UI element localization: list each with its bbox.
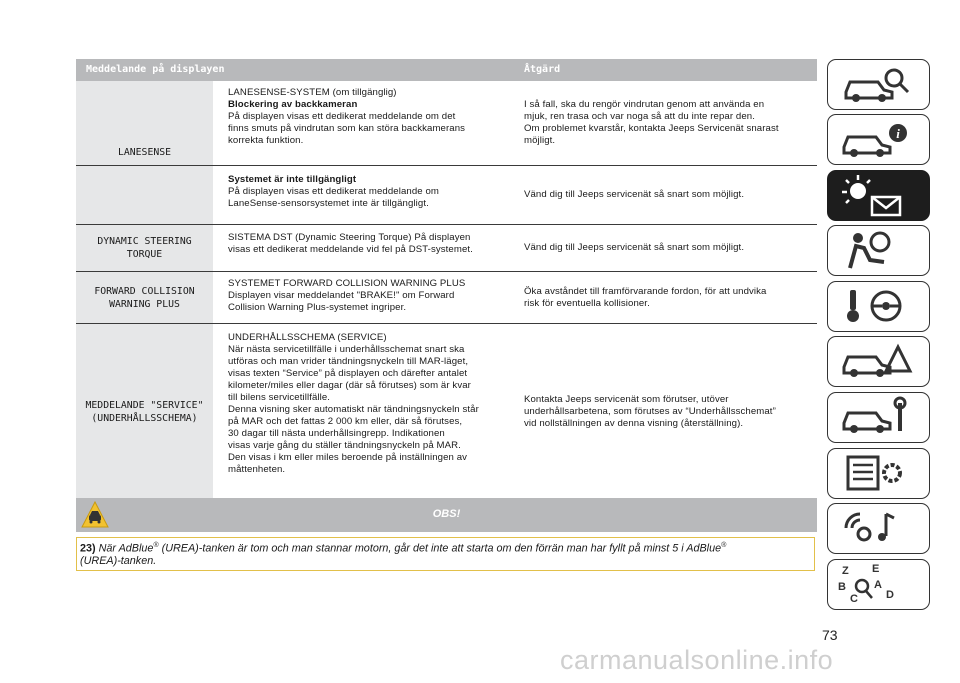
text-line: Om problemet kvarstår, kontakta Jeeps Servicenät snarast [524, 123, 779, 134]
nav-tab-car-search[interactable] [827, 59, 930, 110]
table-row-lanesense [76, 81, 817, 225]
text-line: finns smuts på vindrutan som kan störa backkamerans [228, 123, 466, 134]
nav-tab-car-info[interactable] [827, 114, 930, 165]
steering-wheel-icon [828, 282, 928, 330]
svg-text:B: B [838, 581, 846, 593]
text-line: på MAR och det fattas 2 000 km eller, där så förutses, [228, 416, 463, 427]
nav-tab-warning-lights[interactable] [827, 170, 930, 221]
airbag-person-icon [828, 226, 928, 274]
text-line: UNDERHÅLLSSCHEMA (SERVICE) [228, 332, 387, 343]
nav-tab-emergency[interactable] [827, 336, 930, 387]
obs-note [76, 537, 815, 571]
index-alphabet-icon [828, 560, 928, 608]
text-line: SISTEMA DST (Dynamic Steering Torque) På displayen [228, 232, 471, 243]
text-line: vid nollställningen av denna visning (återställning). [524, 418, 744, 429]
table-header [76, 59, 817, 81]
car-info-icon [828, 115, 928, 163]
nav-tab-technical-data[interactable] [827, 448, 930, 499]
table-row-fcw [76, 272, 817, 324]
watermark: carmanualsonline.info [560, 645, 834, 675]
svg-text:D: D [886, 589, 894, 601]
text-bold: Systemet är inte tillgängligt [228, 174, 357, 185]
text-line: LANESENSE-SYSTEM (om tillgänglig) [228, 87, 397, 98]
text-line: Denna visning sker automatiskt när tändningsnyckeln står [228, 404, 479, 415]
svg-text:i: i [896, 126, 900, 141]
text-line: utföras och man vrider tändningsnyckeln till MAR-läget, [228, 356, 469, 367]
text-line: DYNAMIC STEERING [97, 236, 192, 247]
text-line: Kontakta Jeeps servicenät som förutser, utöver [524, 394, 729, 405]
text-line: På displayen visas ett dedikerat meddelande om [228, 186, 439, 197]
subrow-camera [76, 81, 817, 165]
svg-text:Z: Z [842, 565, 849, 577]
text-line: Displayen visar meddelandet "BRAKE!" om Forward [228, 290, 455, 301]
text-line: visas varje gång du ställer tändningsnyckeln på MAR. [228, 440, 461, 451]
text-line: Öka avståndet till framförvarande fordon, för att undvika [524, 285, 767, 297]
text-line: LaneSense-sensorsystemet inte är tillgängligt. [228, 198, 429, 209]
text-line: SYSTEMET FORWARD COLLISION WARNING PLUS [228, 278, 466, 289]
text-line: risk för eventuella kollisioner. [524, 297, 650, 309]
text-bold: Blockering av backkameran [228, 99, 358, 110]
nav-tab-safety[interactable] [827, 225, 930, 276]
obs-header [76, 498, 817, 532]
text-line: till bilens servicetillfälle. [228, 392, 331, 403]
svg-text:E: E [872, 563, 880, 575]
text-line: FORWARD COLLISION [94, 285, 195, 297]
header-message: Meddelande på displayen [86, 64, 225, 75]
nav-tab-multimedia[interactable] [827, 503, 930, 554]
text-line: TORQUE [126, 249, 163, 260]
message-cell [76, 324, 213, 500]
page-number: 73 [822, 627, 838, 643]
text-line: måttenheten. [228, 464, 286, 475]
action-cell [524, 81, 814, 165]
car-warning-triangle-icon [828, 337, 928, 385]
nav-tab-index[interactable] [827, 559, 930, 610]
registered-mark: ® [721, 542, 727, 549]
text-line: mjuk, ren trasa och var noga så att du inte repar den. [524, 111, 755, 122]
message-cell [76, 225, 213, 271]
message-cell [76, 272, 213, 323]
car-wrench-icon [828, 393, 928, 441]
note-text: (UREA)-tanken. [80, 554, 157, 567]
subrow-unavailable [76, 165, 817, 224]
text-line: kilometer/miles eller dagar (där så förutses) som är kvar [228, 380, 471, 391]
note-number: 23) [80, 542, 96, 555]
nav-tab-maintenance[interactable] [827, 392, 930, 443]
nav-tab-starting-driving[interactable] [827, 281, 930, 332]
action-cell [524, 225, 814, 271]
svg-text:C: C [850, 593, 858, 605]
text-line: Vänd dig till Jeeps servicenät så snart som möjligt. [524, 189, 745, 200]
action-cell [524, 272, 814, 323]
table-row-dst [76, 225, 817, 272]
note-text: När AdBlue [98, 542, 154, 555]
settings-list-icon [828, 449, 928, 497]
action-cell [524, 166, 814, 224]
text-line: (UNDERHÅLLSSCHEMA) [91, 413, 198, 424]
note-text: (UREA)-tanken är tom och man stannar motorn, går det inte att starta om den förrän man har fyllt på minst 5 i AdBlue [158, 542, 722, 555]
obs-title: OBS! [432, 508, 461, 520]
text-line: 30 dagar till nästa underhållsingrepp. Indikationen [228, 428, 445, 439]
warning-light-message-icon [828, 171, 928, 219]
table-row-service [76, 324, 817, 501]
multimedia-icon [828, 504, 928, 552]
text-line: MEDDELANDE "SERVICE" [85, 400, 204, 411]
text-line: Den visas i km eller miles beroende på inställningen av [228, 452, 468, 463]
text-line: När nästa servicetillfälle i underhållsschemat snart ska [228, 344, 465, 355]
message-cell: LANESENSE [76, 81, 213, 224]
registered-mark: ® [153, 542, 159, 549]
text-line: korrekta funktion. [228, 135, 304, 146]
text-line: WARNING PLUS [109, 298, 180, 310]
text-line: underhållsarbetena, som förutses av “Underhållsschemat” [524, 406, 776, 417]
header-action: Åtgärd [524, 64, 561, 75]
text-line: visas ett dedikerat meddelande vid fel på DST-systemet. [228, 244, 473, 255]
svg-text:A: A [874, 579, 882, 591]
text-line: I så fall, ska du rengör vindrutan genom att använda en [524, 99, 765, 110]
text-line: Collision Warning Plus-systemet ingriper. [228, 302, 407, 313]
action-cell [524, 324, 814, 500]
car-search-icon [828, 60, 928, 108]
text-line: Vänd dig till Jeeps servicenät så snart som möjligt. [524, 242, 745, 253]
message-table [76, 59, 817, 501]
text-line: visas texten “Service” på displayen och därefter antalet [228, 368, 468, 379]
text-line: möjligt. [524, 135, 556, 146]
text-line: På displayen visas ett dedikerat meddelande om det [228, 111, 456, 122]
